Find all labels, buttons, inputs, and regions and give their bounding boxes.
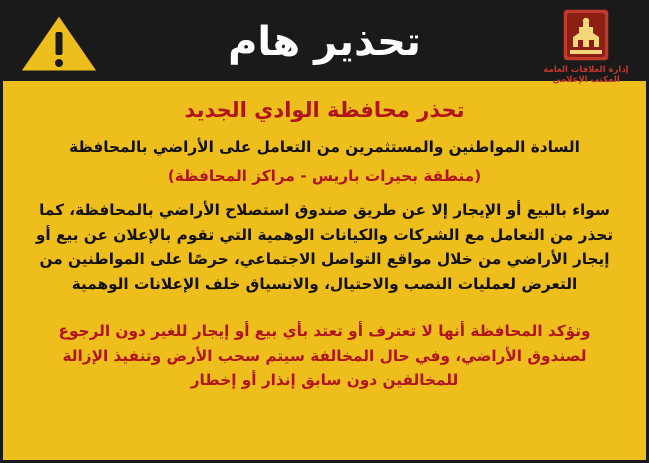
governorate-emblem-icon (559, 7, 613, 65)
poster-header (3, 3, 646, 85)
warning-triangle-icon (17, 12, 101, 74)
paragraph-1-line-1: السادة المواطنين والمستثمرين من التعامل على الأراضي بالمحافظة (69, 138, 580, 157)
paragraph-1-highlight: (منطقة بحيرات باريس - مراكز المحافظة) (167, 167, 482, 186)
logo-line-2: المكتب الإعلامي (552, 74, 620, 85)
headline: تحذر محافظة الوادي الجديد (184, 98, 465, 122)
paragraph-2: سواء بالبيع أو الإيجار إلا عن طريق صندوق استصلاح الأراضي بالمحافظة، كما تحذر من التعامل مع الشركات والكيانات الوهمية التي تقوم بالإعلان عن بيع أو إيجار الأراضي من خلال مواقع التواصل الاجتماعي، حرصًا على المواطنين من التعرض لعمليات النصب والاحتيال، والانسياق خلف الإعلانات الوهمية (35, 200, 614, 294)
logo-block (532, 5, 640, 105)
logo-line-1: إدارة العلاقات العامة (543, 65, 629, 75)
poster-content (3, 97, 646, 393)
paragraph-3: وتؤكد المحافظة أنها لا تعترف أو تعتد بأي بيع أو إيجار للغير دون الرجوع لصندوق الأراضي، وفي حال المخالفة سيتم سحب الأرض وتنفيذ الإزالة للمخالفين دون سابق إنذار أو إخطار (58, 321, 591, 390)
poster-title: تحذير هام (228, 19, 421, 65)
